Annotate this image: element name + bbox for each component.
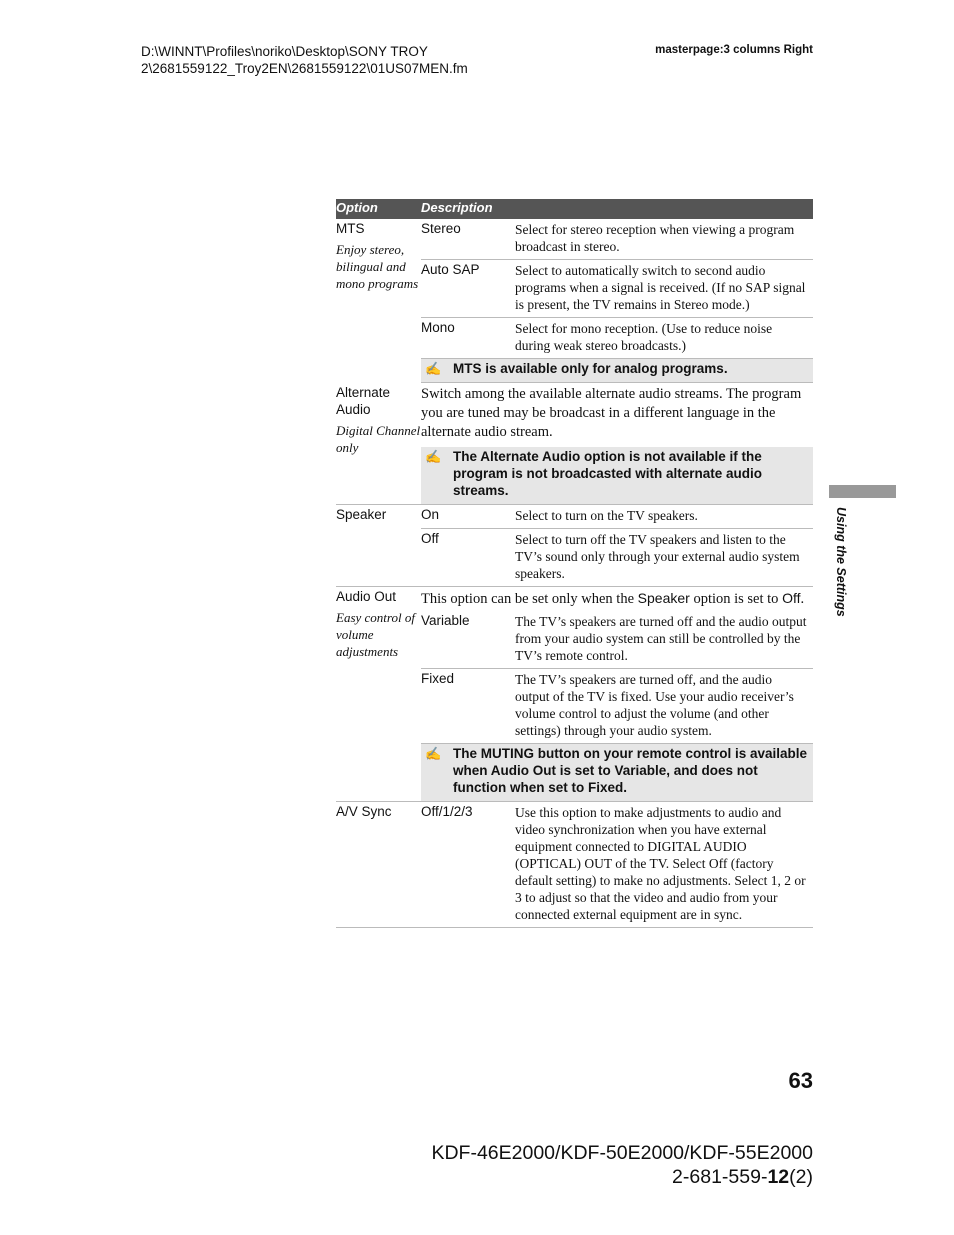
memo-icon: ✍ [425, 746, 442, 761]
model-line: KDF-46E2000/KDF-50E2000/KDF-55E2000 [431, 1142, 813, 1164]
part-number [431, 1165, 813, 1189]
options-table [336, 199, 813, 928]
setting-description: Select to turn off the TV speakers and listen to the TV’s sound only through your external audio system speakers. [515, 529, 813, 587]
option-name: A/V Sync [336, 804, 392, 819]
intro-text: . [800, 591, 805, 607]
setting-description: Select to automatically switch to second audio programs when a signal is received. (If no SAP signal is present, the TV remains in Stereo mode.) [515, 260, 813, 318]
setting-name: Mono [421, 318, 515, 359]
intro-speaker-term: Speaker [637, 590, 690, 606]
file-path-line-2: 2\2681559122_Troy2EN\2681559122\01US07MEN.fm [141, 61, 468, 76]
intro-text: This option can be set only when the [421, 591, 638, 607]
note-text: The Alternate Audio option is not available if the program is not broadcasted with alternate audio streams. [453, 449, 763, 498]
setting-description: Select for mono reception. (Use to reduce noise during weak stereo broadcasts.) [515, 318, 813, 359]
note-text: The MUTING button on your remote control is available when Audio Out is set to Variable, and does not function when set to Fixed. [453, 746, 808, 795]
part-suffix: (2) [789, 1166, 813, 1188]
side-tab-label: Using the Settings [834, 507, 848, 617]
table-row [336, 505, 813, 529]
note-text: MTS is available only for analog programs. [453, 361, 728, 376]
file-path-line-1: D:\WINNT\Profiles\noriko\Desktop\SONY TROY [141, 44, 428, 59]
note-box [421, 744, 813, 802]
setting-name: Fixed [421, 669, 515, 744]
table-header-row [336, 199, 813, 219]
table-row [336, 802, 813, 928]
setting-description: Select for stereo reception when viewing a program broadcast in stereo. [515, 219, 813, 260]
option-subtitle: Digital Channel only [336, 422, 421, 455]
file-path-header [141, 43, 468, 77]
setting-name: Variable [421, 611, 515, 669]
table-row [336, 383, 813, 448]
column-header-option: Option [336, 199, 421, 219]
option-name: MTS [336, 221, 365, 236]
masterpage-label: masterpage:3 columns Right [655, 44, 813, 56]
option-speaker [336, 505, 421, 587]
page-number: 63 [788, 1068, 813, 1093]
table-row [336, 587, 813, 612]
side-tab-bar [829, 485, 896, 498]
setting-description: Select to turn on the TV speakers. [515, 505, 813, 529]
column-header-description: Description [421, 199, 813, 219]
option-subtitle: Easy control of volume adjustments [336, 610, 415, 659]
option-mts [336, 219, 421, 383]
setting-name: Off [421, 529, 515, 587]
memo-icon: ✍ [425, 361, 442, 376]
setting-name: Off/1/2/3 [421, 802, 515, 928]
part-prefix: 2-681-559- [672, 1166, 768, 1188]
setting-name: Stereo [421, 219, 515, 260]
option-intro [421, 587, 813, 612]
intro-off-term: Off [782, 590, 801, 606]
memo-icon: ✍ [425, 449, 442, 464]
table-row [336, 219, 813, 260]
setting-name: Auto SAP [421, 260, 515, 318]
option-av-sync [336, 802, 421, 928]
note-box [421, 359, 813, 383]
setting-description: The TV’s speakers are turned off and the audio output from your audio system can still be controlled by the TV’s remote control. [515, 611, 813, 669]
option-audio-out [336, 587, 421, 802]
option-description: Switch among the available alternate audio streams. The program you are tuned may be broadcast in a different language in the alternate audio stream. [421, 386, 802, 440]
setting-description: Use this option to make adjustments to audio and video synchronization when you have external equipment connected to DIGITAL AUDIO (OPTICAL) OUT of the TV. Select Off (factory default setting) to make no adjustments. Select 1, 2 or 3 to adjust so that the video and audio from your connected external equipment are in sync. [515, 802, 813, 928]
note-box [421, 447, 813, 505]
option-alternate-audio [336, 383, 421, 505]
intro-text: option is set to [689, 591, 783, 607]
part-bold: 12 [767, 1166, 790, 1188]
option-subtitle: Enjoy stereo, bilingual and mono programs [336, 242, 419, 291]
option-name: Speaker [336, 507, 387, 522]
option-name: Audio Out [336, 589, 397, 604]
option-name: Alternate Audio [336, 384, 391, 417]
model-footer [431, 1141, 813, 1189]
setting-description: The TV’s speakers are turned off, and the audio output of the TV is fixed. Use your audio receiver’s volume control to adjust the volume (and other settings) through your audio system. [515, 669, 813, 744]
setting-name: On [421, 505, 515, 529]
